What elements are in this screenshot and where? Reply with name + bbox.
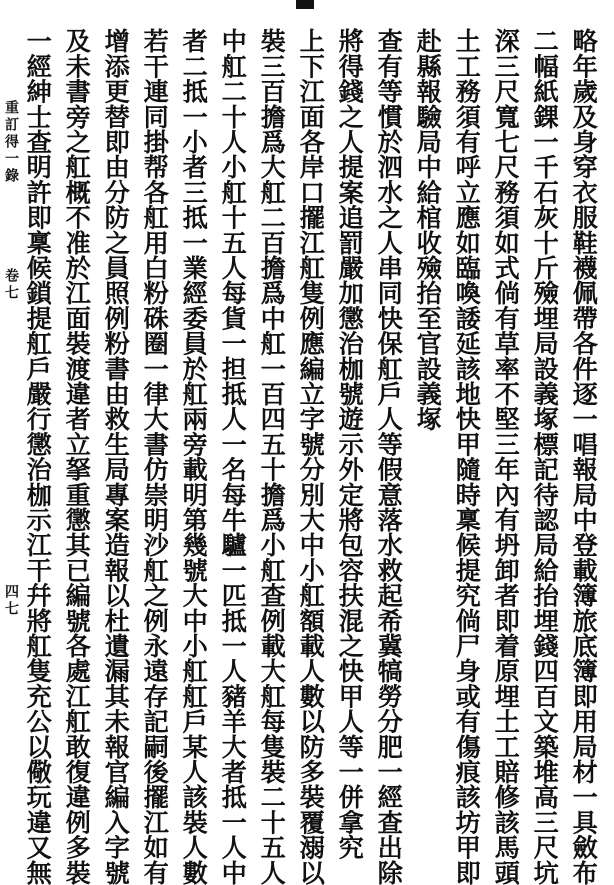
text-column-9: 裝三百擔爲大舡二百擔爲中舡一百四五十擔爲小舡查例載大舡每隻裝二十五人 xyxy=(257,28,288,885)
text-column-15: 一經紳士查明許即稟候鎖提舡戶嚴行懲治枷示江干幷將舡隻充公以儆玩違又無 xyxy=(23,28,54,885)
book-title: 重訂得一錄 xyxy=(3,100,19,185)
text-column-14: 及未書旁之舡概不准於江面裝渡違者立拏重懲其已編號各處江舡敢復違例多裝 xyxy=(62,28,93,885)
text-column-8: 上下江面各岸口擺江舡隻例應編立字號分別大中小舡額載人數以防多裝覆溺以 xyxy=(296,28,327,885)
page-number: 四七 xyxy=(3,584,19,618)
text-column-10: 中舡二十人小舡十五人每貨一担抵人一名每牛驢一匹抵一人豬羊大者抵一人中 xyxy=(218,28,249,885)
text-column-1: 略年歲及身穿衣服鞋襪佩帶各件逐一唱報局中登載簿旅底簿即用局材一具斂布 xyxy=(569,28,600,885)
text-column-13: 增添更替即由分防之員照例粉書由救生局專案造報以杜遺漏其未報官編入字號 xyxy=(101,28,132,885)
text-column-4: 土工務須有呼立應如臨喚諉延該地快甲隨時稟候提究倘尸身或有傷痕該坊甲即 xyxy=(452,28,483,885)
text-column-2: 二幅紙錁一千石灰十斤殮埋局設義塚標記待認局給抬埋錢四百文築堆高三尺坑 xyxy=(530,28,561,885)
text-column-5: 赴縣報驗局中給棺收殮抬至官設義塚 xyxy=(413,28,444,432)
text-column-7: 將得錢之人提案追罰嚴加懲治枷號遊示外定將包容扶混之快甲人等一併拿究 xyxy=(335,28,366,860)
text-column-12: 若干連同掛帮各舡用白粉硃圈一律大書仿崇明沙舡之例永遠存記嗣後擺江如有 xyxy=(140,28,171,885)
fold-mark xyxy=(296,0,314,9)
volume-label: 卷七 xyxy=(3,268,19,302)
text-column-6: 查有等慣於泗水之人串同快保舡戶人等假意落水救起希冀犒勞分肥一經查出除 xyxy=(374,28,405,885)
text-column-3: 深三尺寬七尺務須如式倘有草率不堅三年內有坍卸者即着原埋土工賠修該馬頭 xyxy=(491,28,522,885)
text-column-11: 者二抵一小者三抵一業經委員於舡兩旁載明第幾號大中小舡舡戶某人該裝人數 xyxy=(179,28,210,885)
